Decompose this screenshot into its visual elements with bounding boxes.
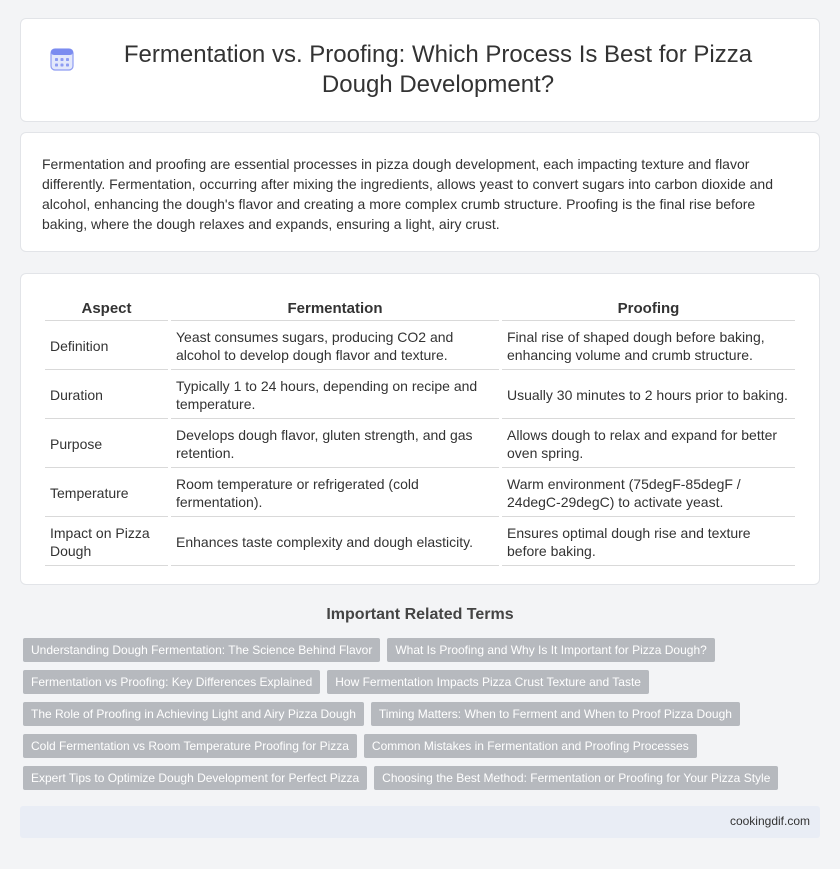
table-cell-aspect: Duration	[45, 372, 168, 419]
related-term-tag[interactable]: Cold Fermentation vs Room Temperature Proofing for Pizza	[23, 734, 357, 758]
column-header-fermentation: Fermentation	[171, 297, 499, 321]
column-header-proofing: Proofing	[502, 297, 795, 321]
table-cell-proofing: Warm environment (75degF-85degF / 24degC-29degC) to activate yeast.	[502, 470, 795, 517]
footer	[20, 806, 820, 838]
related-term-tag[interactable]: What Is Proofing and Why Is It Important for Pizza Dough?	[387, 638, 714, 662]
table-cell-fermentation: Develops dough flavor, gluten strength, and gas retention.	[171, 421, 499, 468]
table-cell-aspect: Purpose	[45, 421, 168, 468]
table-row	[45, 372, 795, 419]
related-terms-title: Important Related Terms	[326, 606, 514, 623]
table-cell-aspect: Temperature	[45, 470, 168, 517]
table-cell-proofing: Allows dough to relax and expand for better oven spring.	[502, 421, 795, 468]
related-term-tag[interactable]: The Role of Proofing in Achieving Light and Airy Pizza Dough	[23, 702, 364, 726]
table-cell-fermentation: Enhances taste complexity and dough elasticity.	[171, 519, 499, 566]
table-cell-fermentation: Yeast consumes sugars, producing CO2 and alcohol to develop dough flavor and texture.	[171, 323, 499, 370]
page-title: Fermentation vs. Proofing: Which Process Is Best for Pizza Dough Development?	[123, 41, 753, 98]
table-cell-proofing: Ensures optimal dough rise and texture before baking.	[502, 519, 795, 566]
related-term-tag[interactable]: Understanding Dough Fermentation: The Science Behind Flavor	[23, 638, 380, 662]
related-term-tag[interactable]: Common Mistakes in Fermentation and Proofing Processes	[364, 734, 697, 758]
table-cell-fermentation: Typically 1 to 24 hours, depending on recipe and temperature.	[171, 372, 499, 419]
intro-paragraph: Fermentation and proofing are essential processes in pizza dough development, each impacting texture and flavor differently. Fermentation, occurring after mixing the ingredients, allows yeast to convert sugars into carbon dioxide and alcohol, enhancing the dough's flavor and creating a more complex crumb structure. Proofing is the final rise before baking, where the dough relaxes and expands, ensuring a light, airy crust.	[42, 156, 773, 232]
related-term-tag[interactable]: Choosing the Best Method: Fermentation or Proofing for Your Pizza Style	[374, 766, 778, 790]
comparison-table-card	[20, 273, 820, 585]
table-row	[45, 323, 795, 370]
related-term-tag[interactable]: How Fermentation Impacts Pizza Crust Texture and Taste	[327, 670, 649, 694]
table-cell-proofing: Usually 30 minutes to 2 hours prior to baking.	[502, 372, 795, 419]
table-cell-aspect: Definition	[45, 323, 168, 370]
column-header-aspect: Aspect	[45, 297, 168, 321]
table-cell-proofing: Final rise of shaped dough before baking, enhancing volume and crumb structure.	[502, 323, 795, 370]
table-row	[45, 519, 795, 566]
table-cell-fermentation: Room temperature or refrigerated (cold fermentation).	[171, 470, 499, 517]
table-row	[45, 470, 795, 517]
table-header-row	[45, 297, 795, 321]
related-term-tag[interactable]: Fermentation vs Proofing: Key Differences Explained	[23, 670, 320, 694]
related-term-tag[interactable]: Timing Matters: When to Ferment and When to Proof Pizza Dough	[371, 702, 740, 726]
header-card	[20, 18, 820, 122]
related-term-tag[interactable]: Expert Tips to Optimize Dough Development for Perfect Pizza	[23, 766, 367, 790]
comparison-table	[42, 295, 798, 568]
table-row	[45, 421, 795, 468]
footer-site-link[interactable]: cookingdif.com	[729, 814, 810, 828]
table-cell-aspect: Impact on Pizza Dough	[45, 519, 168, 566]
intro-card	[20, 132, 820, 252]
related-terms-list	[23, 638, 823, 790]
